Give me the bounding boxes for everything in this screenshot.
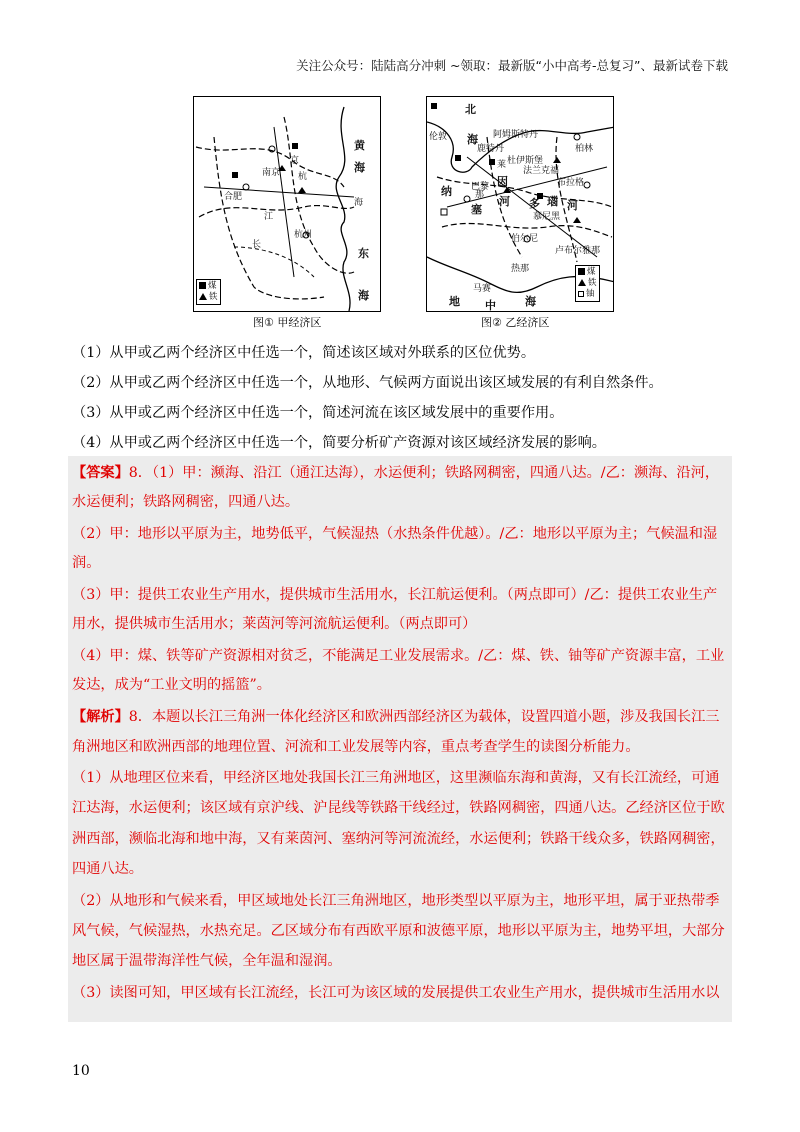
analysis-line: （3）读图可知，甲区域有长江流经，长江可为该区域的发展提供工农业生产用水，提供城市生活用水以: [72, 985, 720, 1001]
map-jia-label: 东: [358, 247, 369, 260]
legend-uranium: 铀: [586, 289, 595, 299]
map-jia-drawing: [194, 97, 381, 312]
map-yi-label: 莱: [497, 160, 507, 170]
map-yi-caption: 图② 乙经济区: [481, 316, 550, 329]
map-yi-label: 卢布尔雅那: [555, 246, 601, 256]
map-yi-label: 海: [525, 295, 536, 308]
map-jia-label: 杭州: [294, 230, 313, 240]
map-yi-label: 马赛: [473, 284, 492, 294]
question-3: （3）从甲或乙两个经济区中任选一个，简述河流在该区域发展中的重要作用。: [72, 405, 564, 421]
map-yi-label: 因: [497, 175, 508, 188]
map-yi-label: 热那: [511, 264, 530, 274]
map-jia-label: 长: [252, 240, 262, 250]
map-yi-legend: [575, 265, 600, 302]
answer-text: 8．（1）甲：濒海、沿江（通江达海），水运便利；铁路网稠密，四通八达。/乙：濒海、沿河，: [128, 465, 720, 481]
iron-marker-icon: [199, 293, 207, 300]
map-yi-label: 河: [567, 199, 578, 212]
map-yi-label: 北: [465, 103, 476, 116]
map-yi-label: 多: [529, 197, 540, 210]
answer-line: （4）甲：煤、铁等矿产资源相对贫乏，不能满足工业发展需求。/乙：煤、铁、铀等矿产资源丰富，工业: [72, 648, 725, 664]
map-jia-label: 海: [354, 198, 364, 208]
map-yi-label: 河: [499, 195, 510, 208]
map-yi-label: 布拉格: [557, 178, 585, 188]
answer-tag: 【答案】: [72, 465, 129, 481]
analysis-line: 地区属于温带海洋性气候，全年温和湿润。: [72, 953, 342, 969]
map-yi-label: 海: [467, 133, 478, 146]
map-jia-label: 杭: [298, 172, 308, 182]
map-yi-label: 巴黎: [471, 182, 490, 192]
page-number: 10: [72, 1063, 90, 1079]
map-jia-legend: [196, 279, 221, 305]
answer-line: 水运便利；铁路网稠密，四通八达。: [72, 494, 300, 510]
map-jia-label: 江: [264, 212, 274, 222]
map-jia-label: 海: [358, 289, 369, 302]
analysis-line: [72, 706, 719, 726]
map-yi-label: 那: [475, 190, 485, 200]
map-jia-label: 海: [354, 161, 365, 174]
map-yi-label: 柏林: [575, 144, 594, 154]
map-yi-label: 纳: [441, 185, 452, 198]
answer-line: 用水，提供城市生活用水；莱茵河等河流航运便利。（两点即可）: [72, 616, 477, 632]
map-yi-label: 伯尔尼: [511, 234, 539, 244]
map-yi-label: 杜伊斯堡: [507, 156, 544, 166]
page-header: 关注公众号：陆陆高分冲刺 ~领取：最新版“小中高考-总复习”、最新试卷下载: [296, 58, 728, 73]
map-yi-label: 地: [449, 295, 460, 308]
map-jia: [193, 96, 381, 312]
coal-marker-icon: [578, 268, 585, 275]
iron-marker-icon: [578, 279, 586, 286]
map-yi-label: 中: [485, 299, 496, 312]
map-yi-label: 鹿特丹: [477, 144, 505, 154]
map-jia-label: 黄: [354, 139, 365, 152]
legend-coal: 煤: [208, 281, 217, 291]
uranium-marker-icon: [578, 291, 584, 297]
map-yi-label: 瑙: [547, 195, 558, 208]
question-4: （4）从甲或乙两个经济区中任选一个，简要分析矿产资源对该区域经济发展的影响。: [72, 435, 606, 451]
map-yi-label: 塞: [471, 203, 482, 216]
legend-coal: 煤: [587, 267, 596, 277]
map-jia-label: 南京: [262, 168, 281, 178]
analysis-text: 8．本题以长江三角洲一体化经济区和欧洲西部经济区为载体，设置四道小题，涉及我国长江三: [128, 709, 720, 725]
question-2: （2）从甲或乙两个经济区中任选一个，从地形、气候两方面说出该区域发展的有利自然条件。: [72, 375, 663, 391]
answer-line: （2）甲：地形以平原为主，地势低平，气候湿热（水热条件优越）。/乙：地形以平原为主；气候温和湿: [72, 526, 718, 542]
answer-line: 润。: [72, 555, 101, 571]
map-jia-label: 合肥: [224, 192, 243, 202]
question-1: （1）从甲或乙两个经济区中任选一个，简述该区域对外联系的区位优势。: [72, 345, 536, 361]
map-jia-label: 京: [290, 156, 300, 166]
analysis-line: 洲西部，濒临北海和地中海，又有莱茵河、塞纳河等河流流经，水运便利；铁路干线众多，铁路网稠密，: [72, 831, 725, 847]
analysis-line: 角洲地区和欧洲西部的地理位置、河流和工业发展等内容，重点考查学生的读图分析能力。: [72, 739, 640, 755]
analysis-tag: 【解析】: [72, 709, 129, 725]
map-jia-caption: 图① 甲经济区: [253, 316, 322, 329]
analysis-line: （2）从地形和气候来看，甲区域地处长江三角洲地区，地形类型以平原为主，地形平坦，属于亚热带季: [72, 893, 720, 909]
analysis-line: 风气候，气候湿热，水热充足。乙区域分布有西欧平原和波德平原，地形以平原为主，地势平坦，大部分: [72, 923, 725, 939]
legend-iron: 铁: [588, 278, 597, 288]
answer-line: [72, 462, 719, 482]
legend-iron: 铁: [209, 292, 218, 302]
map-yi-label: 法兰克福: [523, 166, 560, 176]
answer-line: （3）甲：提供工农业生产用水，提供城市生活用水，长江航运便利。（两点即可）/乙：提供工农业生产: [72, 587, 718, 603]
map-yi-label: 慕尼黑: [533, 212, 561, 222]
answer-line: 发达，成为“工业文明的摇篮”。: [72, 677, 271, 693]
map-yi: [426, 96, 614, 312]
figure-maps: [193, 96, 613, 328]
analysis-line: 四通八达。: [72, 861, 143, 877]
coal-marker-icon: [199, 282, 206, 289]
map-yi-label: 伦敦: [429, 132, 448, 142]
analysis-line: 江达海，水运便利；该区域有京沪线、沪昆线等铁路干线经过，铁路网稠密，四通八达。乙经济区位于欧: [72, 800, 725, 816]
analysis-line: （1）从地理区位来看，甲经济区地处我国长江三角洲地区，这里濒临东海和黄海，又有长江流经，可通: [72, 770, 720, 786]
map-yi-label: 阿姆斯特丹: [493, 130, 539, 140]
